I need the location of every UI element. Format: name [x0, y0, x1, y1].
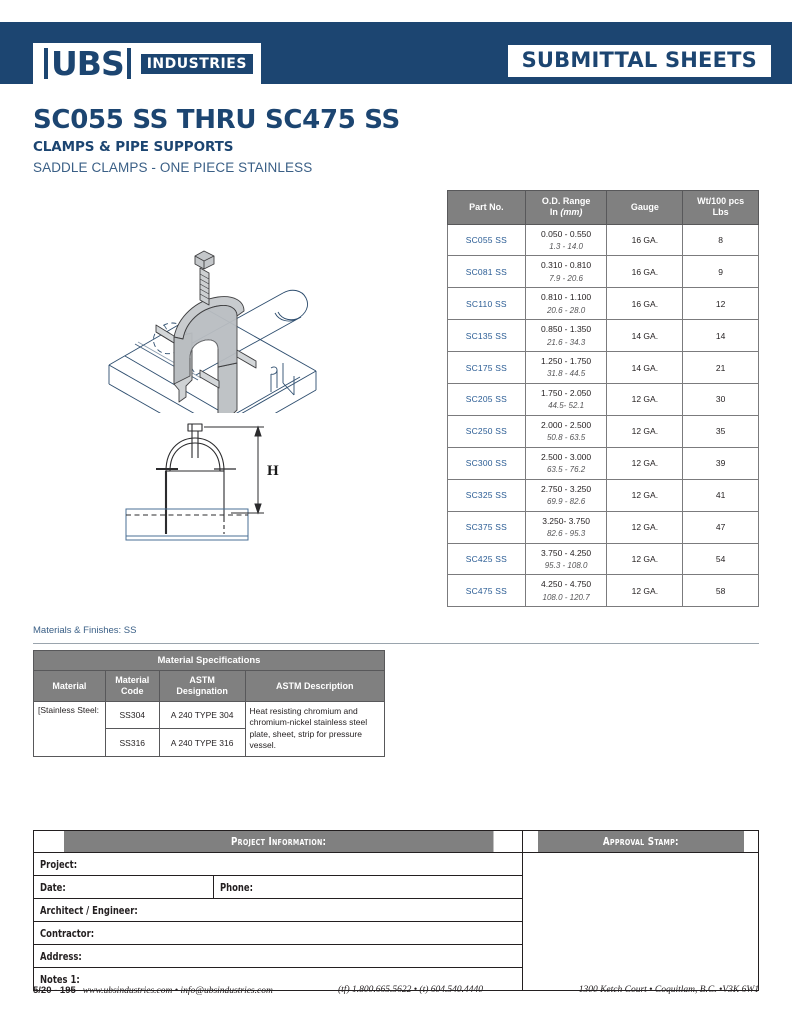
od-range-mm: 108.0 - 120.7	[542, 592, 590, 602]
od-range-cell	[525, 384, 607, 416]
od-range-inches: 1.250 - 1.750	[541, 356, 592, 367]
gauge-cell: 12 GA.	[607, 479, 683, 511]
od-range-mm: 21.6 - 34.3	[546, 337, 586, 347]
od-range-mm: 44.5- 52.1	[548, 401, 585, 411]
column-header-gauge: Gauge	[607, 191, 683, 225]
material-specifications-table	[33, 650, 385, 757]
part-number-cell: SC110 SS	[448, 288, 526, 320]
od-range-inches: 3.250- 3.750	[542, 515, 590, 526]
part-number-cell: SC300 SS	[448, 447, 526, 479]
od-range-cell	[525, 479, 607, 511]
gauge-cell: 12 GA.	[607, 384, 683, 416]
gauge-cell: 16 GA.	[607, 256, 683, 288]
product-category: CLAMPS & PIPE SUPPORTS	[33, 138, 234, 155]
od-range-inches: 0.310 - 0.810	[541, 260, 592, 271]
material-table-body	[34, 701, 385, 756]
od-range-label: O.D. Range	[541, 196, 591, 206]
gauge-cell: 16 GA.	[607, 224, 683, 256]
page-footer	[33, 985, 759, 996]
od-range-inches: 2.500 - 3.000	[541, 451, 592, 462]
weight-cell: 9	[683, 256, 759, 288]
part-number-cell: SC475 SS	[448, 575, 526, 607]
material-code-cell: SS316	[105, 729, 159, 756]
material-code-line1: Material	[115, 675, 150, 686]
product-description: SADDLE CLAMPS - ONE PIECE STAINLESS	[33, 159, 313, 175]
part-number-cell: SC250 SS	[448, 415, 526, 447]
od-range-mm: 82.6 - 95.3	[546, 528, 586, 538]
od-range-cell	[525, 256, 607, 288]
logo-ubs-text	[41, 44, 134, 83]
part-number-cell: SC205 SS	[448, 384, 526, 416]
material-name-cell: [Stainless Steel:	[34, 701, 106, 756]
project-information-header: Project Information:	[63, 831, 494, 853]
weight-label-line2: Lbs	[712, 207, 729, 218]
column-header-material-code	[105, 671, 159, 702]
gauge-cell: 12 GA.	[607, 543, 683, 575]
table-row	[34, 701, 385, 728]
part-number-cell: SC055 SS	[448, 224, 526, 256]
od-range-cell	[525, 415, 607, 447]
date-field[interactable]	[34, 876, 214, 899]
footer-address: 1300 Ketch Court • Coquitlam, B.C. •V3K 6W1	[578, 985, 759, 995]
od-range-inches: 1.750 - 2.050	[541, 388, 592, 399]
weight-cell: 30	[683, 384, 759, 416]
astm-designation-cell: A 240 TYPE 316	[159, 729, 245, 756]
date-label: Date:	[40, 880, 66, 894]
od-range-mm: 31.8 - 44.5	[546, 369, 586, 379]
phone-label: Phone:	[219, 880, 253, 894]
astm-line1: ASTM	[189, 675, 215, 686]
material-code-line2: Code	[121, 686, 144, 697]
gauge-cell: 14 GA.	[607, 352, 683, 384]
material-specifications-title: Material Specifications	[34, 651, 385, 671]
table-row	[448, 224, 759, 256]
material-code-cell: SS304	[105, 701, 159, 728]
od-range-inches: 2.750 - 3.250	[541, 483, 592, 494]
logo-ubs-letters: UBS	[51, 44, 124, 83]
od-range-cell	[525, 352, 607, 384]
od-range-cell	[525, 320, 607, 352]
od-range-cell	[525, 447, 607, 479]
submittal-sheets-banner	[508, 45, 771, 77]
table-row	[448, 352, 759, 384]
column-header-astm-designation	[159, 671, 245, 702]
od-range-cell	[525, 575, 607, 607]
table-row	[448, 575, 759, 607]
footer-document-code: 5/20 - 195	[33, 985, 76, 996]
weight-cell: 39	[683, 447, 759, 479]
od-range-cell	[525, 543, 607, 575]
gauge-cell: 12 GA.	[607, 447, 683, 479]
project-field[interactable]	[34, 853, 523, 876]
part-number-cell: SC081 SS	[448, 256, 526, 288]
gauge-cell: 12 GA.	[607, 511, 683, 543]
column-header-od-range	[525, 191, 607, 225]
od-range-inches: 0.810 - 1.100	[541, 292, 592, 303]
elevation-clamp-drawing	[108, 418, 288, 568]
astm-description-cell: Heat resisting chromium and chromium-nickel stainless steel plate, sheet, strip for pressure vessel.	[245, 701, 384, 756]
address-label: Address:	[40, 949, 82, 963]
table-row	[448, 479, 759, 511]
weight-label-line1: Wt/100 pcs	[697, 196, 745, 206]
project-info-header-row	[34, 831, 759, 853]
project-information-table	[33, 830, 759, 991]
architect-engineer-field[interactable]	[34, 899, 523, 922]
isometric-clamp-drawing	[78, 243, 368, 418]
table-row	[448, 288, 759, 320]
part-number-cell: SC425 SS	[448, 543, 526, 575]
materials-finishes-label: Materials & Finishes: SS	[33, 625, 137, 636]
table-row	[448, 543, 759, 575]
weight-cell: 47	[683, 511, 759, 543]
address-field[interactable]	[34, 945, 523, 968]
od-range-inches: 0.050 - 0.550	[541, 228, 592, 239]
spec-table-body	[448, 224, 759, 607]
gauge-cell: 12 GA.	[607, 415, 683, 447]
company-logo	[33, 43, 261, 84]
column-header-weight	[683, 191, 759, 225]
column-header-part-no: Part No.	[448, 191, 526, 225]
title-block	[33, 106, 633, 175]
weight-cell: 41	[683, 479, 759, 511]
phone-field[interactable]	[213, 876, 523, 899]
logo-left-bar	[44, 48, 48, 79]
project-label: Project:	[40, 857, 78, 871]
od-range-inches: 2.000 - 2.500	[541, 419, 592, 430]
od-range-mm: 63.5 - 76.2	[546, 465, 586, 475]
weight-cell: 8	[683, 224, 759, 256]
part-number-cell: SC325 SS	[448, 479, 526, 511]
approval-stamp-header: Approval Stamp:	[537, 831, 744, 853]
submittal-sheets-label: SUBMITTAL SHEETS	[521, 48, 757, 72]
product-specification-table	[447, 190, 759, 607]
od-range-cell	[525, 288, 607, 320]
od-range-mm: 1.3 - 14.0	[549, 241, 583, 251]
weight-cell: 54	[683, 543, 759, 575]
od-range-mm: 95.3 - 108.0	[544, 560, 588, 570]
material-table-title-row	[34, 651, 385, 671]
od-range-inches: 3.750 - 4.250	[541, 547, 592, 558]
gauge-cell: 16 GA.	[607, 288, 683, 320]
od-range-mm: 20.6 - 28.0	[546, 305, 586, 315]
table-row	[448, 415, 759, 447]
part-number-cell: SC175 SS	[448, 352, 526, 384]
od-range-inches: 0.850 - 1.350	[541, 324, 592, 335]
column-header-material: Material	[34, 671, 106, 702]
part-number-cell: SC135 SS	[448, 320, 526, 352]
logo-right-bar	[127, 48, 131, 79]
weight-cell: 14	[683, 320, 759, 352]
table-row	[448, 447, 759, 479]
logo-industries-text: INDUSTRIES	[141, 54, 253, 74]
astm-line2: Designation	[176, 686, 228, 697]
od-range-mm: 69.9 - 82.6	[546, 497, 586, 507]
od-range-mm: 7.9 - 20.6	[549, 273, 583, 283]
od-unit-mm: (mm)	[560, 207, 583, 218]
footer-website: www.ubsindustries.com • info@ubsindustries.com	[82, 986, 273, 996]
weight-cell: 12	[683, 288, 759, 320]
weight-cell: 21	[683, 352, 759, 384]
architect-engineer-label: Architect / Engineer:	[40, 903, 138, 917]
contractor-field[interactable]	[34, 922, 523, 945]
astm-designation-cell: A 240 TYPE 304	[159, 701, 245, 728]
table-row	[448, 511, 759, 543]
contractor-label: Contractor:	[40, 926, 95, 940]
page-title: SC055 SS THRU SC475 SS	[33, 105, 400, 135]
weight-cell: 35	[683, 415, 759, 447]
footer-phone: (tf) 1.800.665.5622 • (t) 604.540.4440	[338, 985, 484, 995]
od-unit-in: In	[549, 207, 558, 218]
od-range-cell	[525, 224, 607, 256]
materials-divider	[33, 643, 759, 644]
od-range-mm: 50.8 - 63.5	[546, 433, 586, 443]
table-row	[448, 320, 759, 352]
od-range-inches: 4.250 - 4.750	[541, 579, 592, 590]
material-table-header-row	[34, 671, 385, 702]
gauge-cell: 14 GA.	[607, 320, 683, 352]
part-number-cell: SC375 SS	[448, 511, 526, 543]
table-row	[448, 256, 759, 288]
table-header-row	[448, 191, 759, 225]
notes-label: Notes 1:	[40, 972, 80, 986]
table-row	[448, 384, 759, 416]
project-row	[34, 853, 759, 876]
gauge-cell: 12 GA.	[607, 575, 683, 607]
approval-stamp-area[interactable]	[523, 853, 759, 991]
dimension-label-h: H	[267, 463, 279, 479]
weight-cell: 58	[683, 575, 759, 607]
column-header-astm-description: ASTM Description	[245, 671, 384, 702]
od-range-cell	[525, 511, 607, 543]
